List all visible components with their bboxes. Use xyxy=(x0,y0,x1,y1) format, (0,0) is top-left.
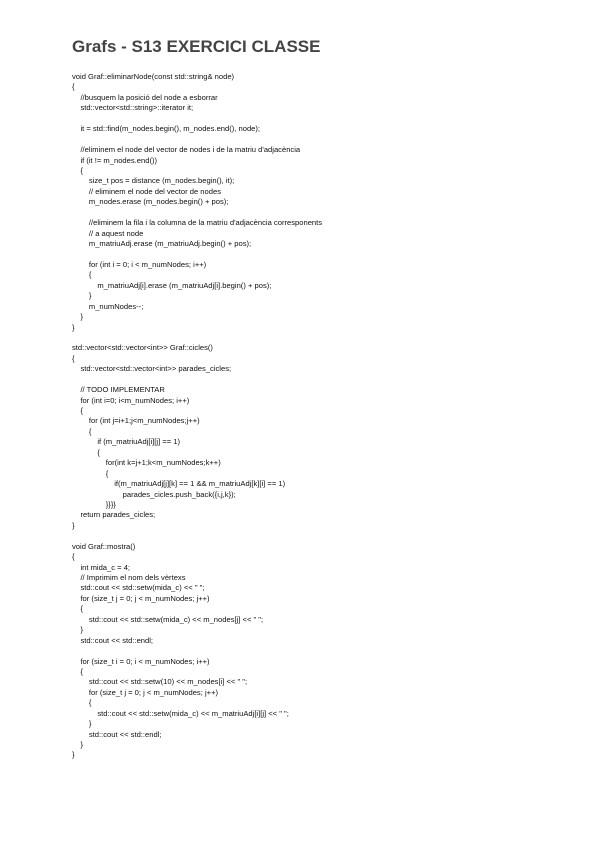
code-line: { xyxy=(72,468,109,478)
code-line: { xyxy=(72,552,75,562)
code-line: { xyxy=(72,270,92,280)
code-line: { xyxy=(72,447,100,457)
code-line: // Imprimim el nom dels vèrtexs xyxy=(72,573,186,582)
code-line xyxy=(72,135,322,145)
code-line: { xyxy=(72,82,75,92)
code-line: std::cout << std::setw(mida_c) << m_nodes[j] << " "; xyxy=(72,614,264,624)
code-line: { xyxy=(72,666,83,676)
code-line: for (int i = 0; i < m_numNodes; i++) xyxy=(72,259,207,269)
code-line: } xyxy=(72,291,92,301)
code-line: { xyxy=(72,353,75,363)
code-line: std::cout << std::setw(mida_c) << m_matriuAdj[i][j] << " "; xyxy=(72,708,289,718)
code-line: std::cout << std::endl; xyxy=(72,635,154,645)
code-line: std::cout << std::setw(10) << m_nodes[i] << " "; xyxy=(72,677,248,687)
code-line xyxy=(72,646,322,656)
code-line: } xyxy=(72,625,83,635)
code-line: if(m_matriuAdj[j][k] == 1 && m_matriuAdj[k][i] == 1) xyxy=(72,479,286,489)
code-line: int mida_c = 4; xyxy=(72,562,131,572)
code-line: std::vector<std::vector<int>> parades_cicles; xyxy=(72,364,232,374)
code-line xyxy=(72,333,322,343)
code-line: for (size_t i = 0; i < m_numNodes; i++) xyxy=(72,656,210,666)
code-line: for (int i=0; i<m_numNodes; i++) xyxy=(72,395,190,405)
code-line: m_numNodes--; xyxy=(72,301,144,311)
code-line: // a aquest node xyxy=(72,228,144,238)
code-line: m_matriuAdj[i].erase (m_matriuAdj[i].begin() + pos); xyxy=(72,280,272,290)
code-line: std::vector<std::vector<int>> Graf::cicles() xyxy=(72,343,213,353)
code-line: } xyxy=(72,740,83,749)
code-line: parades_cicles.push_back({i,j,k}); xyxy=(72,489,236,499)
code-line: { xyxy=(72,604,83,614)
code-line: }}}} xyxy=(72,499,116,509)
code-line: { xyxy=(72,698,92,708)
code-line xyxy=(72,375,322,385)
code-line: if (it != m_nodes.end()) xyxy=(72,155,158,165)
code-line: std::vector<std::string>::iterator it; xyxy=(72,103,194,113)
code-line: for (int j=i+1;j<m_numNodes;j++) xyxy=(72,416,200,426)
code-line: // eliminem el node del vector de nodes xyxy=(72,186,222,196)
code-line: } xyxy=(72,719,92,729)
code-line: void Graf::mostra() xyxy=(72,541,136,551)
code-line xyxy=(72,531,322,541)
code-line: if (m_matriuAdj[i][j] == 1) xyxy=(72,437,181,447)
code-line: // TODO IMPLEMENTAR xyxy=(72,385,165,395)
code-line: for (size_t j = 0; j < m_numNodes; j++) xyxy=(72,593,210,603)
code-line: { xyxy=(72,426,92,436)
code-line: { xyxy=(72,406,83,415)
code-block xyxy=(72,72,322,761)
code-line: } xyxy=(72,520,75,530)
code-line: std::cout << std::setw(mida_c) << " "; xyxy=(72,583,205,593)
code-line: for (size_t j = 0; j < m_numNodes; j++) xyxy=(72,687,219,697)
code-line: for(int k=j+1;k<m_numNodes;k++) xyxy=(72,458,221,468)
code-line xyxy=(72,114,322,124)
code-line: { xyxy=(72,165,83,175)
code-line: std::cout << std::endl; xyxy=(72,729,162,739)
code-line: } xyxy=(72,750,75,760)
code-line: //eliminem la fila i la columna de la matriu d'adjacència corresponents xyxy=(72,218,323,228)
code-line: } xyxy=(72,322,75,332)
code-line: m_matriuAdj.erase (m_matriuAdj.begin() + pos); xyxy=(72,239,252,248)
code-line: it = std::find(m_nodes.begin(), m_nodes.end(), node); xyxy=(72,124,261,134)
code-line: //busquem la posició del node a esborrar xyxy=(72,92,218,102)
code-line xyxy=(72,249,322,259)
code-line: } xyxy=(72,312,83,322)
code-line: //eliminem el node del vector de nodes i de la matriu d'adjacència xyxy=(72,145,301,155)
document-title: Grafs - S13 EXERCICI CLASSE xyxy=(72,37,321,56)
code-line: m_nodes.erase (m_nodes.begin() + pos); xyxy=(72,197,229,207)
code-line xyxy=(72,208,322,218)
code-line: void Graf::eliminarNode(const std::string& node) xyxy=(72,72,235,81)
code-line: size_t pos = distance (m_nodes.begin(), it); xyxy=(72,176,235,186)
code-line: return parades_cicles; xyxy=(72,510,156,520)
